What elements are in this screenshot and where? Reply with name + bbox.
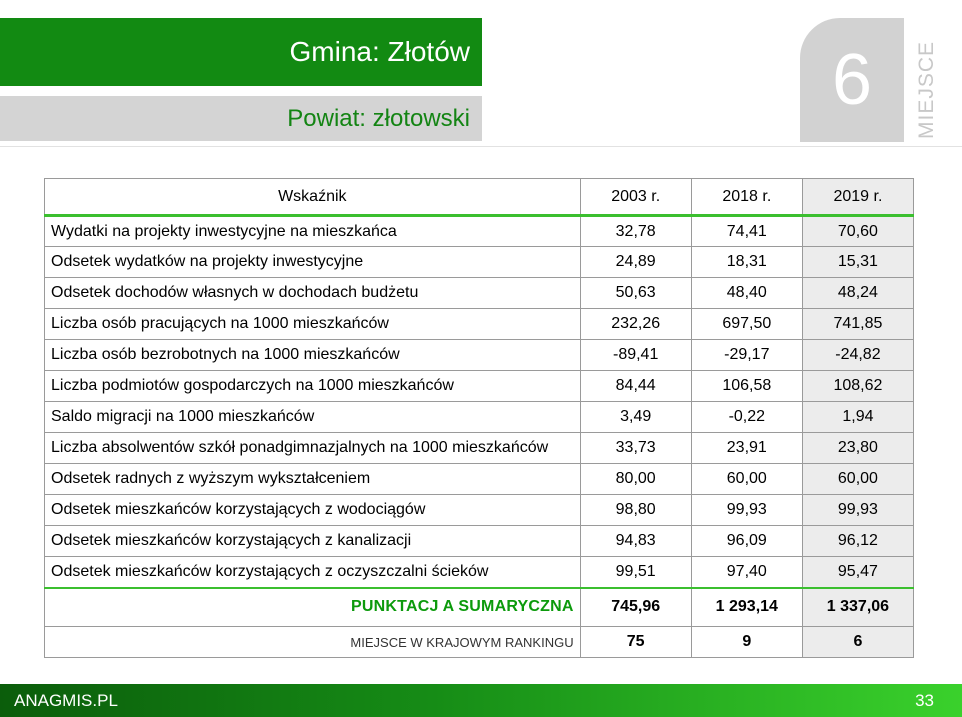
table-row <box>45 464 914 495</box>
indicator-name: Odsetek mieszkańców korzystających z kanalizacji <box>45 526 581 557</box>
value-2003: 84,44 <box>580 371 691 402</box>
value-2018: 99,93 <box>691 495 802 526</box>
table-header-row <box>45 179 914 216</box>
ranking-2003: 75 <box>580 627 691 658</box>
value-2003: -89,41 <box>580 340 691 371</box>
ranking-2019: 6 <box>802 627 913 658</box>
value-2019: -24,82 <box>802 340 913 371</box>
column-header-indicator: Wskaźnik <box>45 179 581 216</box>
value-2019: 48,24 <box>802 278 913 309</box>
value-2018: -29,17 <box>691 340 802 371</box>
table-row <box>45 495 914 526</box>
header-divider <box>0 146 962 147</box>
summary-row <box>45 588 914 627</box>
indicator-name: Odsetek radnych z wyższym wykształceniem <box>45 464 581 495</box>
table-row <box>45 371 914 402</box>
gmina-title: Gmina: Złotów <box>289 36 470 67</box>
table-row <box>45 247 914 278</box>
indicator-name: Wydatki na projekty inwestycyjne na mieszkańca <box>45 216 581 247</box>
value-2018: 96,09 <box>691 526 802 557</box>
page-number: 33 <box>915 690 934 710</box>
value-2019: 99,93 <box>802 495 913 526</box>
table-row <box>45 557 914 588</box>
value-2018: 23,91 <box>691 433 802 464</box>
value-2003: 32,78 <box>580 216 691 247</box>
value-2018: 106,58 <box>691 371 802 402</box>
powiat-subtitle: Powiat: złotowski <box>287 104 470 132</box>
indicators-table <box>44 178 914 658</box>
indicator-name: Odsetek mieszkańców korzystających z oczyszczalni ścieków <box>45 557 581 588</box>
gmina-title-bar <box>0 18 482 86</box>
value-2003: 98,80 <box>580 495 691 526</box>
value-2003: 24,89 <box>580 247 691 278</box>
value-2003: 232,26 <box>580 309 691 340</box>
ranking-label: MIEJSCE W KRAJOWYM RANKINGU <box>45 627 581 658</box>
value-2003: 50,63 <box>580 278 691 309</box>
value-2019: 70,60 <box>802 216 913 247</box>
value-2003: 99,51 <box>580 557 691 588</box>
table-row <box>45 340 914 371</box>
table-row <box>45 309 914 340</box>
powiat-subtitle-bar <box>0 96 482 141</box>
table-body <box>45 216 914 588</box>
summary-2019: 1 337,06 <box>802 588 913 627</box>
rank-number: 6 <box>831 40 873 120</box>
table-row <box>45 278 914 309</box>
rank-label-container <box>912 40 942 140</box>
value-2003: 3,49 <box>580 402 691 433</box>
indicator-name: Odsetek mieszkańców korzystających z wodociągów <box>45 495 581 526</box>
value-2019: 60,00 <box>802 464 913 495</box>
indicator-name: Odsetek wydatków na projekty inwestycyjne <box>45 247 581 278</box>
value-2018: 18,31 <box>691 247 802 278</box>
rank-label: MIEJSCE <box>915 40 939 140</box>
value-2019: 23,80 <box>802 433 913 464</box>
summary-2003: 745,96 <box>580 588 691 627</box>
table-row <box>45 433 914 464</box>
indicator-name: Liczba podmiotów gospodarczych na 1000 mieszkańców <box>45 371 581 402</box>
value-2018: -0,22 <box>691 402 802 433</box>
footer-bar <box>0 684 962 717</box>
column-header-2019: 2019 r. <box>802 179 913 216</box>
value-2018: 97,40 <box>691 557 802 588</box>
value-2019: 95,47 <box>802 557 913 588</box>
value-2018: 60,00 <box>691 464 802 495</box>
summary-label: PUNKTACJ A SUMARYCZNA <box>45 588 581 627</box>
indicator-name: Liczba osób bezrobotnych na 1000 mieszkańców <box>45 340 581 371</box>
value-2018: 48,40 <box>691 278 802 309</box>
ranking-2018: 9 <box>691 627 802 658</box>
table-row <box>45 216 914 247</box>
table-row <box>45 402 914 433</box>
indicator-name: Liczba absolwentów szkół ponadgimnazjalnych na 1000 mieszkańców <box>45 433 581 464</box>
indicator-name: Odsetek dochodów własnych w dochodach budżetu <box>45 278 581 309</box>
footer-brand: ANAGMIS.PL <box>14 690 118 710</box>
column-header-2003: 2003 r. <box>580 179 691 216</box>
summary-2018: 1 293,14 <box>691 588 802 627</box>
rank-badge <box>800 18 904 142</box>
ranking-row <box>45 627 914 658</box>
value-2019: 15,31 <box>802 247 913 278</box>
value-2019: 1,94 <box>802 402 913 433</box>
value-2018: 697,50 <box>691 309 802 340</box>
value-2019: 108,62 <box>802 371 913 402</box>
value-2018: 74,41 <box>691 216 802 247</box>
indicator-name: Saldo migracji na 1000 mieszkańców <box>45 402 581 433</box>
indicator-name: Liczba osób pracujących na 1000 mieszkańców <box>45 309 581 340</box>
value-2019: 741,85 <box>802 309 913 340</box>
value-2003: 94,83 <box>580 526 691 557</box>
value-2003: 80,00 <box>580 464 691 495</box>
table-row <box>45 526 914 557</box>
value-2019: 96,12 <box>802 526 913 557</box>
value-2003: 33,73 <box>580 433 691 464</box>
column-header-2018: 2018 r. <box>691 179 802 216</box>
